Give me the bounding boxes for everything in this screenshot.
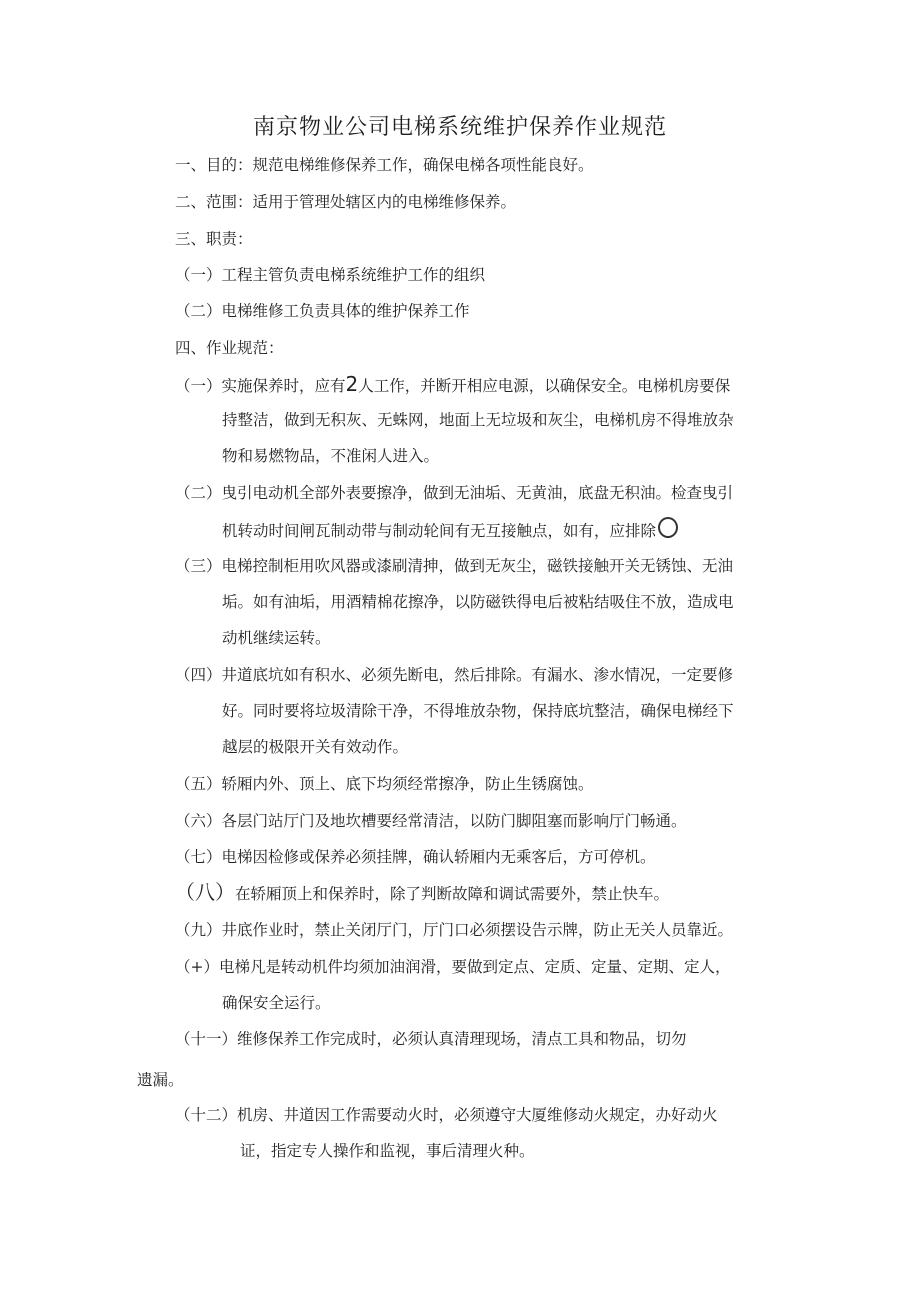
- norm-item-12-line-1: （十二）机房、井道因工作需要动火时，必须遵守大厦维修动火规定，办好动火: [175, 1106, 718, 1124]
- circle-mark-icon: [658, 517, 678, 538]
- norm-item-1-rest: 人工作，并断开相应电源，以确保安全。电梯机房要保: [358, 377, 731, 395]
- norm-item-5: （五）轿厢内外、顶上、底下均须经常擦净，防止生锈腐蚀。: [175, 775, 594, 793]
- norm-item-12-line-2: 证，指定专人操作和监视，事后清理火种。: [240, 1142, 535, 1160]
- norm-item-1-prefix: （一）实施保养时，应有: [175, 377, 346, 395]
- norm-item-6: （六）各层门站厅门及地坎槽要经常清洁，以防门脚阻塞而影响厅门畅通。: [175, 812, 687, 830]
- norm-item-1-line-1: [175, 372, 730, 398]
- norm-item-11-line-1: （十一）维修保养工作完成时，必须认真清理现场，清点工具和物品，切勿: [175, 1030, 687, 1048]
- norm-item-4-line-3: 越层的极限开关有效动作。: [222, 738, 409, 756]
- norm-item-8: [175, 880, 669, 906]
- norm-item-8-text: 在轿厢顶上和保养时，除了判断故障和调试需要外，禁止快车。: [235, 885, 670, 903]
- scope-line: 二、范围：适用于管理处辖区内的电梯维修保养。: [175, 193, 517, 211]
- norm-item-3-line-1: （三）电梯控制柜用吹风器或漆刷清抻，做到无灰尘，磁铁接触开关无锈蚀、无油: [175, 557, 734, 575]
- norm-item-1-line-2: 持整洁，做到无积灰、无蛛网，地面上无垃圾和灰尘，电梯机房不得堆放杂: [222, 411, 734, 429]
- document-title: 南京物业公司电梯系统维护保养作业规范: [252, 115, 667, 140]
- norm-item-7: （七）电梯因检修或保养必须挂牌，确认轿厢内无乘客后，方可停机。: [175, 848, 656, 866]
- norm-item-3-line-2: 垢。如有油垢，用酒精棉花擦净，以防磁铁得电后被粘结吸住不放，造成电: [222, 593, 734, 611]
- norm-item-2-line-1: （二）曳引电动机全部外表要擦净，做到无油垢、无黄油，底盘无积油。检查曳引: [175, 484, 734, 502]
- norm-item-3-line-3: 动机继续运转。: [222, 629, 331, 647]
- norm-item-4-line-2: 好。同时要将垃圾清除干净，不得堆放杂物，保持底坑整洁，确保电梯经下: [222, 702, 734, 720]
- norm-item-2-line-2: [222, 517, 678, 543]
- duty-item-2: （二）电梯维修工负责具体的维护保养工作: [175, 302, 470, 320]
- norm-item-1-number: 2: [345, 372, 359, 396]
- norm-item-2-text: 机转动时间闸瓦制动带与制动轮间有无互接触点，如有，应排除: [222, 522, 657, 540]
- duty-item-1: （一）工程主管负责电梯系统维护工作的组织: [175, 266, 486, 284]
- norm-item-10-line-1: （+）电梯凡是转动机件均须加油润滑，要做到定点、定质、定量、定期、定人，: [175, 958, 731, 976]
- norm-item-4-line-1: （四）井道底坑如有积水、必须先断电，然后排除。有漏水、渗水情况，一定要修: [175, 666, 734, 684]
- norms-heading: 四、作业规范：: [175, 339, 284, 357]
- norm-item-10-line-2: 确保安全运行。: [222, 994, 331, 1012]
- duties-heading: 三、职责：: [175, 230, 253, 248]
- norm-item-8-prefix: （八）: [175, 880, 235, 904]
- purpose-line: 一、目的：规范电梯维修保养工作，确保电梯各项性能良好。: [175, 156, 594, 174]
- norm-item-11-line-2: 遗漏。: [137, 1071, 184, 1089]
- norm-item-1-line-3: 物和易燃物品，不准闲人进入。: [222, 447, 440, 465]
- norm-item-9: （九）井底作业时，禁止关闭厅门，厅门口必须摆设告示牌，防止无关人员靠近。: [175, 921, 734, 939]
